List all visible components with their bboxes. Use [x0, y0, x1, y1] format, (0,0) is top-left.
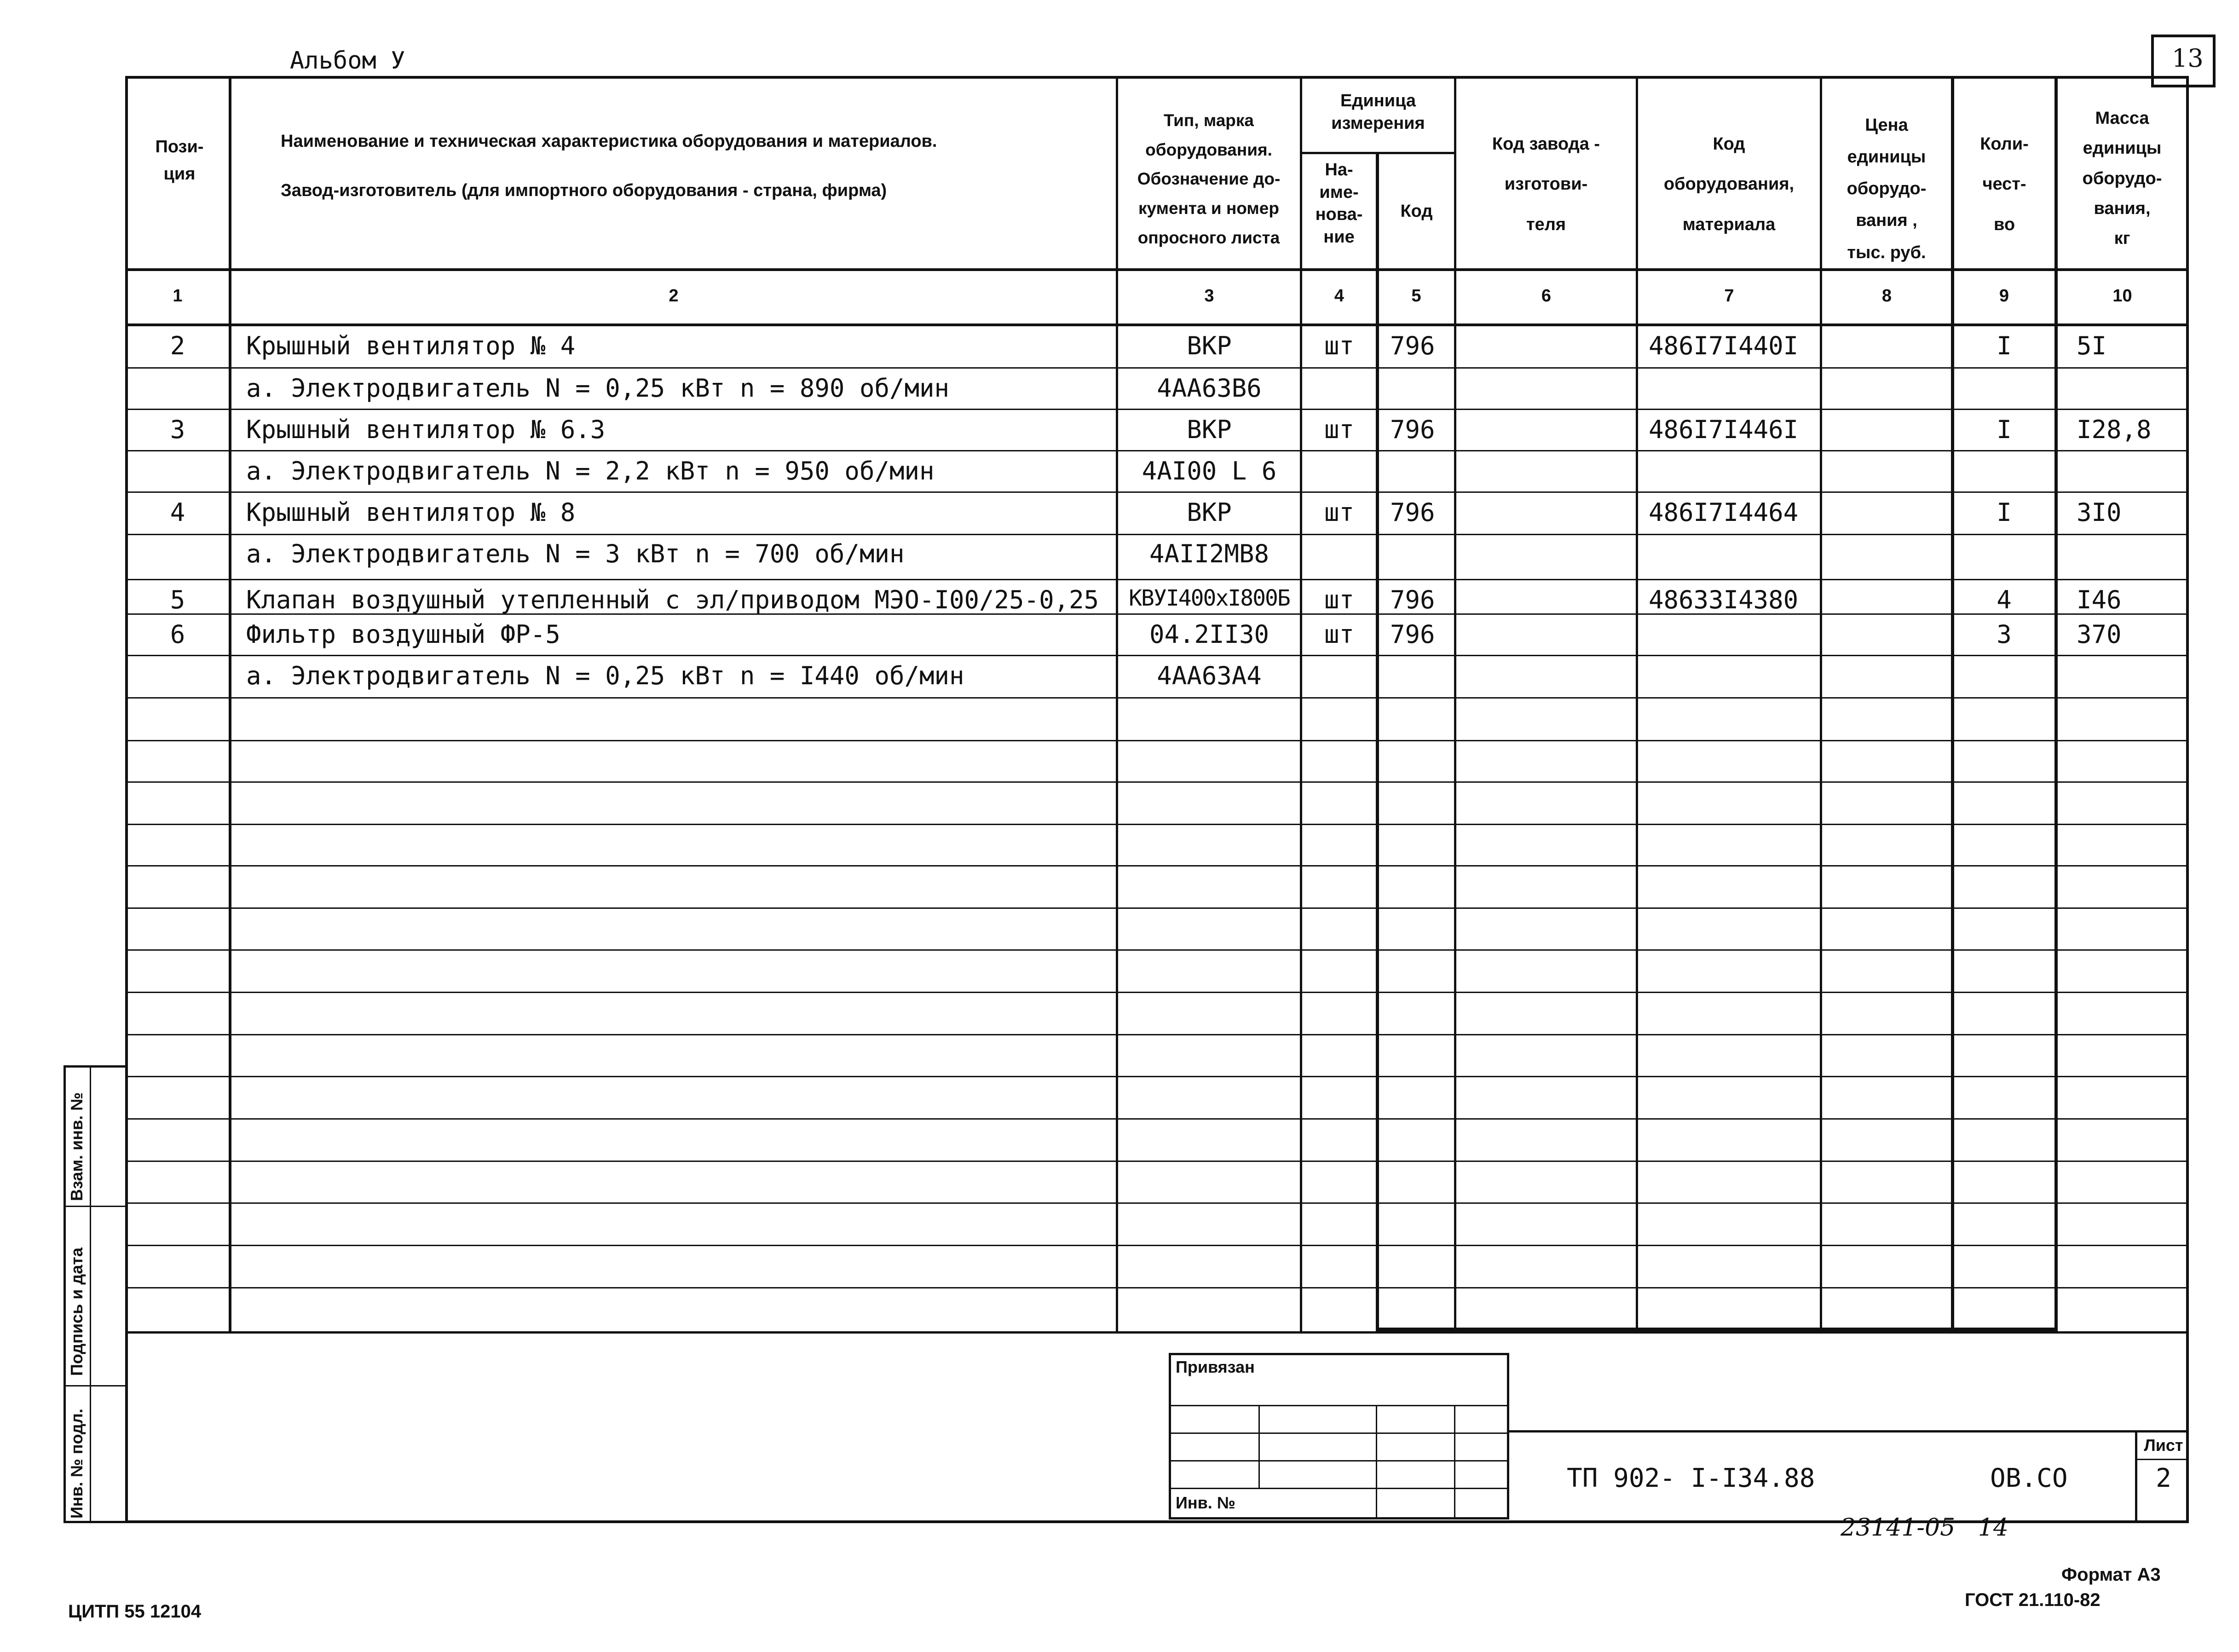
- row-line-11: [125, 781, 2189, 783]
- doc-number: ТП 902- I-I34.88: [1567, 1463, 1815, 1493]
- privyazan-label: Привязан: [1176, 1357, 1255, 1376]
- row-line-3: [125, 450, 2189, 451]
- cell-name: а. Электродвигатель N = 0,25 кВт n = 890 об/мин: [246, 374, 950, 403]
- col-line-1: [229, 76, 231, 1332]
- cell-name: Крышный вентилятор № 6.3: [246, 415, 606, 444]
- cell-type: ВКР: [1187, 415, 1232, 444]
- col-line-8: [1951, 76, 1954, 1332]
- cell-equip: 48633I4380: [1649, 585, 1799, 614]
- cell-pos: 6: [170, 620, 185, 649]
- privyazan-line-4: [1169, 1488, 1509, 1489]
- cell-qty: I: [1997, 415, 2012, 444]
- side-stamp-line-2: [63, 1385, 128, 1386]
- row-line-17: [125, 1034, 2189, 1035]
- header-position: Пози- ция: [155, 137, 204, 184]
- col-line-3: [1300, 76, 1302, 1332]
- column-number-5: 5: [1411, 286, 1421, 306]
- cell-name: а. Электродвигатель N = 0,25 кВт n = I440 об/мин: [246, 661, 964, 690]
- bold-block-bottom: [1376, 1328, 2058, 1331]
- column-number-9: 9: [1999, 286, 2009, 306]
- privyazan-vline-2: [1376, 1405, 1377, 1519]
- privyazan-line-2: [1169, 1433, 1509, 1434]
- col-line-2: [1116, 76, 1118, 1332]
- privyazan-line-1: [1169, 1405, 1509, 1406]
- cell-pos: 2: [170, 331, 185, 360]
- cell-type: ВКР: [1187, 498, 1232, 527]
- row-line-18: [125, 1076, 2189, 1077]
- side-stamp-divider: [90, 1065, 91, 1523]
- cell-pos: 3: [170, 415, 185, 444]
- row-line-16: [125, 992, 2189, 993]
- cell-code: 796: [1390, 331, 1435, 360]
- sheet-corner-number: 13: [2172, 44, 2204, 73]
- cell-type: 4АII2МВ8: [1149, 539, 1270, 568]
- cell-type: КВУI400хI800Б: [1129, 585, 1290, 611]
- format-label: Формат А3: [2061, 1565, 2161, 1585]
- header-name-line2: Завод-изготовитель (для импортного оборудования - страна, фирма): [281, 181, 887, 200]
- cell-qty: 3: [1997, 620, 2012, 649]
- side-stamp-inv: Инв. № подл.: [67, 1409, 86, 1519]
- row-line-15: [125, 949, 2189, 951]
- row-line-4: [125, 491, 2189, 493]
- cell-mass: I28,8: [2077, 415, 2152, 444]
- cell-name: Крышный вентилятор № 4: [246, 331, 576, 360]
- col-line-6: [1636, 76, 1638, 1332]
- side-stamp-line-1: [63, 1206, 128, 1207]
- row-line-21: [125, 1202, 2189, 1204]
- list-label: Лист: [2144, 1436, 2183, 1455]
- cell-mass: 5I: [2077, 331, 2107, 360]
- header-equip-code: Код оборудования, материала: [1663, 134, 1795, 234]
- cell-code: 796: [1390, 620, 1435, 649]
- cell-type: 04.2II30: [1149, 620, 1270, 649]
- row-line-1: [125, 367, 2189, 369]
- list-label-line: [2135, 1459, 2189, 1460]
- cell-equip: 486I7I440I: [1649, 331, 1799, 360]
- row-line-23: [125, 1287, 2189, 1288]
- cell-qty: I: [1997, 331, 2012, 360]
- header-unit-code: Код: [1400, 202, 1433, 221]
- header-unit-name: На- име- нова- ние: [1315, 160, 1363, 247]
- cell-qty: I: [1997, 498, 2012, 527]
- cell-type: 4АА63А4: [1157, 661, 1262, 690]
- cell-mass: 3I0: [2077, 498, 2122, 527]
- handwritten-number: 23141-05 14: [1841, 1514, 2008, 1542]
- cell-code: 796: [1390, 415, 1435, 444]
- row-line-2: [125, 409, 2189, 410]
- column-number-10: 10: [2112, 286, 2132, 306]
- inv-no-label: Инв. №: [1176, 1493, 1235, 1512]
- cell-pos: 4: [170, 498, 185, 527]
- cipt-label: ЦИТП 55 12104: [68, 1601, 202, 1622]
- column-number-8: 8: [1881, 286, 1892, 306]
- cell-name: а. Электродвигатель N = 2,2 кВт n = 950 об/мин: [246, 456, 935, 485]
- table-body-bottom: [125, 1331, 2189, 1334]
- cell-unit: шт: [1324, 415, 1355, 444]
- numbers-row-line: [125, 323, 2189, 326]
- header-name-line1: Наименование и техническая характеристика оборудования и материалов.: [281, 132, 937, 151]
- cell-mass: 370: [2077, 620, 2122, 649]
- cell-equip: 486I7I446I: [1649, 415, 1799, 444]
- list-number: 2: [2156, 1463, 2171, 1493]
- column-number-7: 7: [1724, 286, 1734, 306]
- row-line-8: [125, 655, 2189, 656]
- cell-unit: шт: [1324, 331, 1355, 360]
- col-line-9: [2054, 76, 2058, 1332]
- column-number-6: 6: [1541, 286, 1552, 306]
- cell-name: Крышный вентилятор № 8: [246, 498, 576, 527]
- row-line-14: [125, 907, 2189, 909]
- cell-code: 796: [1390, 498, 1435, 527]
- cell-name: Фильтр воздушный ФР-5: [246, 620, 560, 649]
- row-line-9: [125, 697, 2189, 699]
- privyazan-line-3: [1169, 1460, 1509, 1461]
- cell-unit: шт: [1324, 498, 1355, 527]
- cell-name: Клапан воздушный утепленный с эл/приводом МЭО-I00/25-0,25: [246, 585, 1099, 614]
- list-divider: [2135, 1430, 2137, 1522]
- cell-unit: шт: [1324, 620, 1355, 649]
- header-mass: Масса единицы оборудо- вания, кг: [2082, 109, 2162, 248]
- privyazan-vline-1: [1258, 1405, 1260, 1488]
- cell-code: 796: [1390, 585, 1435, 614]
- cell-pos: 5: [170, 585, 185, 614]
- gost-label: ГОСТ 21.110-82: [1965, 1590, 2101, 1610]
- doc-mark: ОВ.СО: [1990, 1463, 2068, 1493]
- col-line-4: [1376, 152, 1379, 1332]
- cell-type: ВКР: [1187, 331, 1232, 360]
- cell-unit: шт: [1324, 585, 1355, 614]
- row-line-12: [125, 824, 2189, 825]
- header-plant-code: Код завода - изготови- теля: [1492, 134, 1600, 234]
- side-stamp-vzam: Взам. инв. №: [67, 1092, 86, 1201]
- column-number-1: 1: [173, 286, 183, 306]
- row-line-13: [125, 865, 2189, 866]
- unit-group-line: [1300, 152, 1454, 154]
- cell-qty: 4: [1997, 585, 2012, 614]
- row-line-22: [125, 1245, 2189, 1246]
- header-price: Цена единицы оборудо- вания , тыс. руб.: [1847, 116, 1927, 262]
- side-stamp-podpis: Подпись и дата: [67, 1248, 86, 1376]
- row-line-6: [125, 579, 2189, 580]
- cell-equip: 486I7I4464: [1649, 498, 1799, 527]
- doc-block-top: [1509, 1430, 2189, 1433]
- row-line-5: [125, 534, 2189, 535]
- header-unit-group: Единица измерения: [1331, 91, 1425, 133]
- row-line-19: [125, 1118, 2189, 1120]
- cell-name: а. Электродвигатель N = 3 кВт n = 700 об/мин: [246, 539, 905, 568]
- row-line-20: [125, 1161, 2189, 1162]
- col-line-5: [1454, 76, 1456, 1332]
- header-quantity: Коли- чест- во: [1980, 134, 2029, 234]
- cell-type: 4АI00 L 6: [1142, 456, 1277, 485]
- privyazan-vline-3: [1454, 1405, 1455, 1519]
- column-number-2: 2: [669, 286, 679, 306]
- row-line-10: [125, 740, 2189, 741]
- header-type: Тип, марка оборудования. Обозначение до- кумента и номер опросного листа: [1137, 111, 1281, 247]
- cell-mass: I46: [2077, 585, 2122, 614]
- column-number-3: 3: [1204, 286, 1214, 306]
- column-number-4: 4: [1334, 286, 1345, 306]
- cell-type: 4АА63В6: [1157, 374, 1262, 403]
- header-bottom-line: [125, 268, 2189, 271]
- album-label: Альбом У: [290, 47, 405, 75]
